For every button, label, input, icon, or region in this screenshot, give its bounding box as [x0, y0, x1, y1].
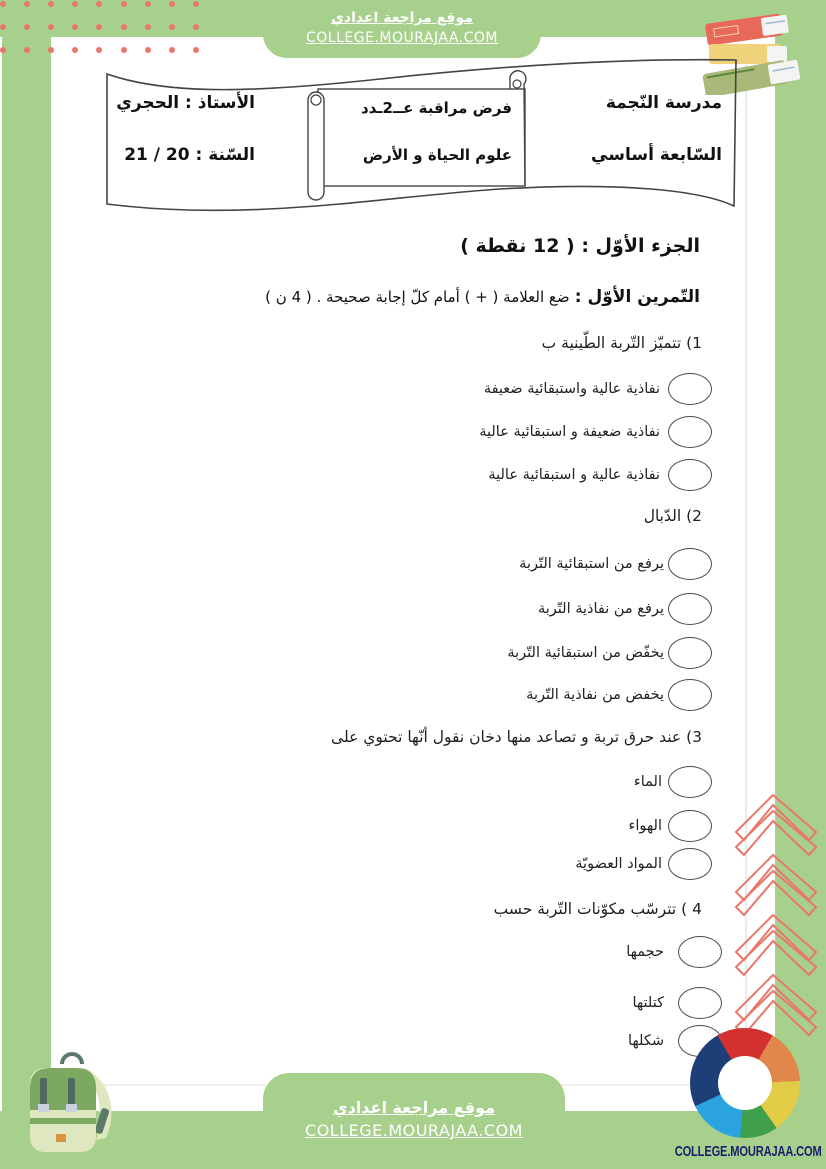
option-text: يخفّض من استبقائية التّربة: [507, 645, 664, 661]
option-text: يرفع من استبقائية التّربة: [519, 556, 664, 572]
option-text: الهواء: [628, 818, 662, 834]
school-year: السّنة : 20 / 21: [124, 145, 255, 165]
option: [626, 936, 722, 968]
option: [575, 848, 712, 880]
exercise-label: التّمرين الأوّل :: [574, 287, 700, 307]
class-level: السّابعة أساسي: [591, 145, 722, 165]
question-3: 3) عند حرق تربة و تصاعد منها دخان نقول أنّها تحتوي على: [331, 728, 702, 746]
option: [629, 810, 712, 842]
answer-circle: [668, 810, 712, 842]
answer-circle: [668, 637, 712, 669]
banner-arabic: موقع مراجعة اعدادي: [331, 10, 473, 26]
header-scroll-frame: [0, 0, 826, 240]
question-4: 4 ) تترسّب مكوّنات التّربة حسب: [493, 900, 702, 918]
option: [488, 459, 712, 491]
question-2: 2) الدّبال: [643, 507, 702, 525]
exercise-instruction: ضع العلامة ( + ) أمام كلّ إجابة صحيحة . ( 4 ن ): [265, 288, 570, 306]
option: [484, 373, 712, 405]
answer-circle: [668, 766, 712, 798]
option: [634, 766, 712, 798]
banner-arabic: موقع مراجعة اعدادي: [332, 1098, 496, 1117]
answer-circle: [668, 848, 712, 880]
school-name: مدرسة النّجمة: [605, 93, 722, 113]
option-text: الماء: [633, 774, 662, 790]
banner-url: COLLEGE.MOURAJAA.COM: [305, 1121, 523, 1140]
answer-circle: [678, 936, 722, 968]
option: [526, 679, 712, 711]
option-text: يرفع من نفاذية التّربة: [537, 601, 664, 617]
option: [507, 637, 712, 669]
answer-circle: [668, 416, 712, 448]
option-text: المواد العضويّة: [575, 856, 662, 872]
question-1: 1) تتميّز التّربة الطّينية ب: [541, 334, 702, 352]
backpack-icon: [10, 1052, 120, 1157]
subject: علوم الحياة و الأرض: [362, 146, 512, 164]
option-text: يخفض من نفاذية التّربة: [526, 687, 664, 703]
answer-circle: [668, 593, 712, 625]
site-banner-bottom: [263, 1073, 565, 1169]
chevron-up-icon: [730, 785, 822, 1045]
answer-circle: [678, 987, 722, 1019]
site-logo-center: [718, 1056, 772, 1110]
exam-title: فرض مراقبة عــ2ـدد: [360, 99, 512, 117]
answer-circle: [668, 459, 712, 491]
teacher-name: الأستاذ : الحجري: [116, 93, 255, 113]
option-text: كتلتها: [632, 995, 664, 1011]
part-title: الجزء الأوّل : ( 12 نقطة ): [460, 235, 700, 257]
option: [538, 593, 712, 625]
option: [632, 987, 722, 1019]
option: [519, 548, 712, 580]
option-text: نفاذية عالية واستبقائية ضعيفة: [483, 381, 660, 397]
answer-circle: [668, 548, 712, 580]
option: [479, 416, 712, 448]
option-text: نفاذية ضعيفة و استبقائية عالية: [479, 424, 660, 440]
site-logo-text: COLLEGE.MOURAJAA.COM: [674, 1143, 822, 1160]
answer-circle: [668, 373, 712, 405]
answer-circle: [668, 679, 712, 711]
option-text: شكلها: [627, 1033, 664, 1049]
banner-url: COLLEGE.MOURAJAA.COM: [306, 30, 498, 46]
option-text: نفاذية عالية و استبقائية عالية: [488, 467, 660, 483]
option-text: حجمها: [626, 944, 664, 960]
exercise-heading: [265, 287, 700, 307]
